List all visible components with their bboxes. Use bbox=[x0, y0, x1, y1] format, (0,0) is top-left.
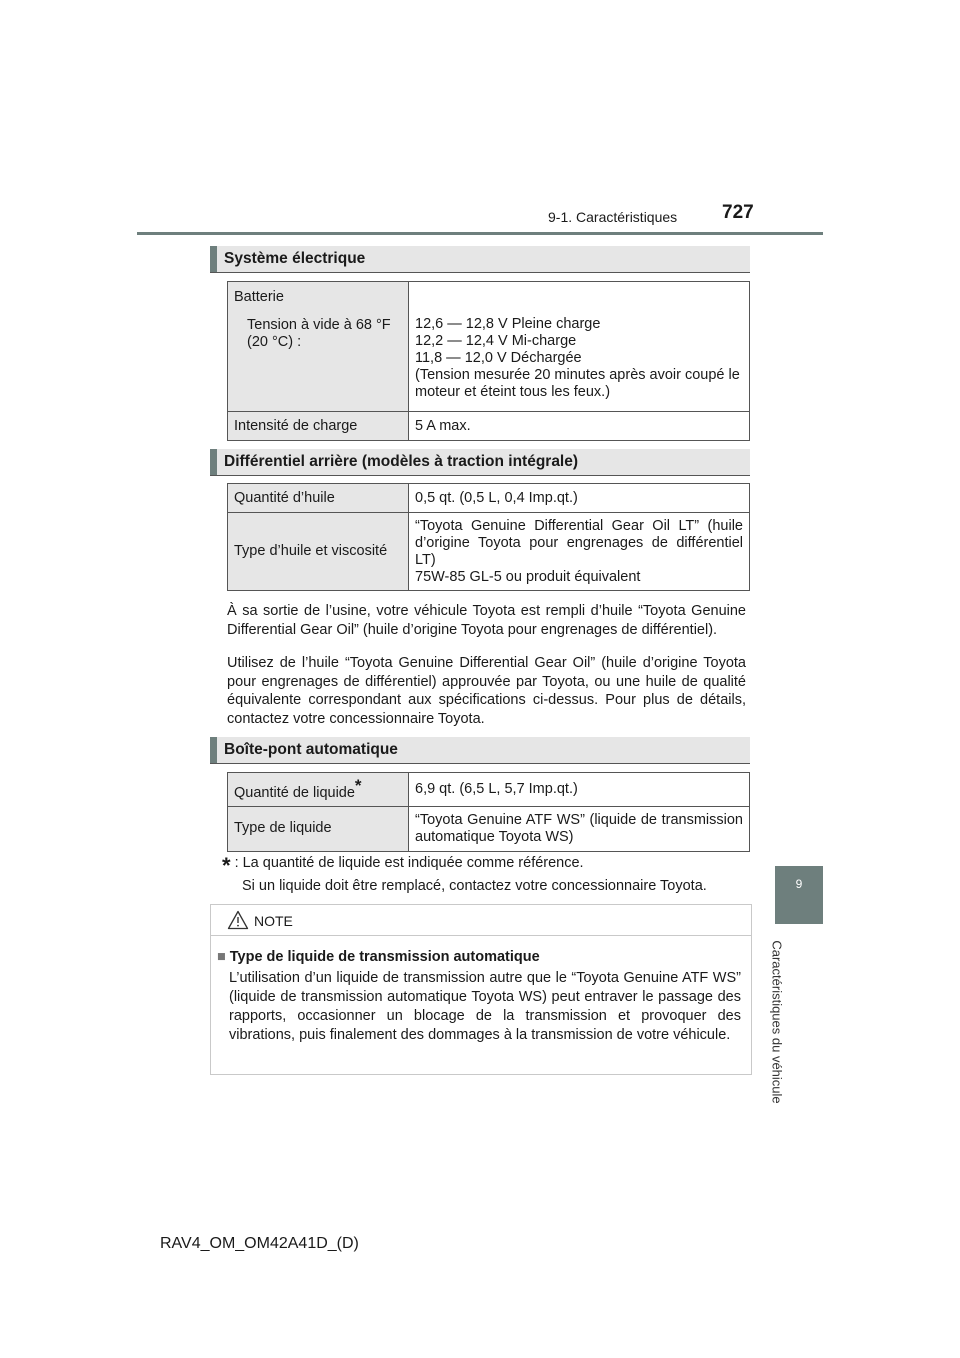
note-title: Type de liquide de transmission automatique bbox=[229, 949, 540, 965]
differential-paragraph-2: Utilisez de l’huile “Toyota Genuine Differential Gear Oil” (huile d’origine Toyota pour engrenages de différentiel) approuvée par Toyota, ou une huile de qualité équivalente correspondant aux spécifications ci-dessus. Pour plus de détails, contactez votre concessionnaire Toyota. bbox=[227, 655, 746, 727]
oil-type-line: 75W-85 GL-5 ou produit équivalent bbox=[415, 568, 641, 585]
asterisk-mark: * bbox=[354, 776, 362, 795]
chapter-title-vertical bbox=[749, 924, 805, 1119]
heading-bar bbox=[210, 449, 217, 475]
oil-qty-label: Quantité d’huile bbox=[228, 484, 409, 513]
note-title-row bbox=[217, 949, 540, 965]
note-label: NOTE bbox=[254, 913, 293, 929]
oil-type-label: Type d’huile et viscosité bbox=[228, 513, 409, 591]
note-header bbox=[211, 905, 751, 936]
footnote-line: : La quantité de liquide est indiquée comme référence. bbox=[234, 855, 584, 871]
fluid-qty-value: 6,9 qt. (6,5 L, 5,7 Imp.qt.) bbox=[409, 773, 750, 807]
section-heading-transaxle bbox=[210, 737, 750, 764]
table-row bbox=[228, 513, 750, 591]
tension-values bbox=[409, 282, 750, 412]
footnote-line: Si un liquide doit être remplacé, contactez votre concessionnaire Toyota. bbox=[242, 878, 707, 894]
battery-cell bbox=[228, 282, 409, 412]
transaxle-table bbox=[227, 772, 750, 852]
differential-paragraph-1: À sa sortie de l’usine, votre véhicule Toyota est rempli d’huile “Toyota Genuine Differential Gear Oil” (huile d’origine Toyota pour engrenages de différentiel). bbox=[227, 603, 746, 638]
footnote-mark: * bbox=[222, 853, 231, 878]
fluid-type-value: “Toyota Genuine ATF WS” (liquide de transmission automatique Toyota WS) bbox=[409, 806, 750, 851]
footnote bbox=[222, 853, 762, 896]
table-row bbox=[228, 773, 750, 807]
section-label: 9-1. Caractéristiques bbox=[548, 209, 678, 225]
section-heading-differential bbox=[210, 449, 750, 476]
charge-value: 5 A max. bbox=[409, 412, 750, 441]
page-number: 727 bbox=[722, 202, 754, 223]
table-row bbox=[228, 806, 750, 851]
header-rule bbox=[137, 232, 823, 235]
battery-label: Batterie bbox=[234, 289, 284, 305]
heading-bar bbox=[210, 737, 217, 763]
document-code: RAV4_OM_OM42A41D_(D) bbox=[160, 1235, 359, 1252]
chapter-tab[interactable] bbox=[775, 866, 823, 924]
charge-label: Intensité de charge bbox=[228, 412, 409, 441]
table-row bbox=[228, 282, 750, 412]
heading-title: Différentiel arrière (modèles à traction intégrale) bbox=[224, 453, 579, 470]
warning-triangle-icon bbox=[227, 910, 249, 930]
electrical-table bbox=[227, 281, 750, 441]
differential-table bbox=[227, 483, 750, 591]
table-row bbox=[228, 412, 750, 441]
tension-label: Tension à vide à 68 °F (20 °C) : bbox=[247, 317, 391, 350]
chapter-title: Caractéristiques du véhicule bbox=[769, 939, 785, 1104]
heading-title: Système électrique bbox=[224, 250, 366, 267]
oil-qty-value: 0,5 qt. (0,5 L, 0,4 Imp.qt.) bbox=[409, 484, 750, 513]
oil-type-line: “Toyota Genuine Differential Gear Oil LT” (huile d’origine Toyota pour engrenages de différentiel LT) bbox=[415, 517, 743, 568]
chapter-number: 9 bbox=[795, 877, 803, 891]
section-heading-electrical bbox=[210, 246, 750, 273]
table-row bbox=[228, 484, 750, 513]
tension-line: 11,8 — 12,0 V Déchargée bbox=[415, 350, 582, 366]
oil-type-value bbox=[409, 513, 750, 591]
heading-bar bbox=[210, 246, 217, 272]
tension-line: 12,2 — 12,4 V Mi-charge bbox=[415, 333, 577, 349]
tension-note: (Tension mesurée 20 minutes après avoir coupé le moteur et éteint tous les feux.) bbox=[415, 367, 740, 400]
tension-line: 12,6 — 12,8 V Pleine charge bbox=[415, 316, 601, 332]
fluid-type-label: Type de liquide bbox=[228, 806, 409, 851]
bullet-square-icon: ■ bbox=[217, 949, 226, 965]
fluid-qty-label: Quantité de liquide bbox=[234, 784, 355, 801]
note-body: L’utilisation d’un liquide de transmission autre que le “Toyota Genuine ATF WS” (liquide de transmission automatique Toyota WS) peut entraver le passage des rapports, occasionner un blocage de la transmission et provoquer des vibrations, puis finalement des dommages à la transmission de votre véhicule. bbox=[229, 970, 741, 1043]
heading-title: Boîte-pont automatique bbox=[224, 741, 398, 758]
note-box bbox=[210, 904, 752, 1075]
fluid-qty-label-cell bbox=[228, 773, 409, 807]
